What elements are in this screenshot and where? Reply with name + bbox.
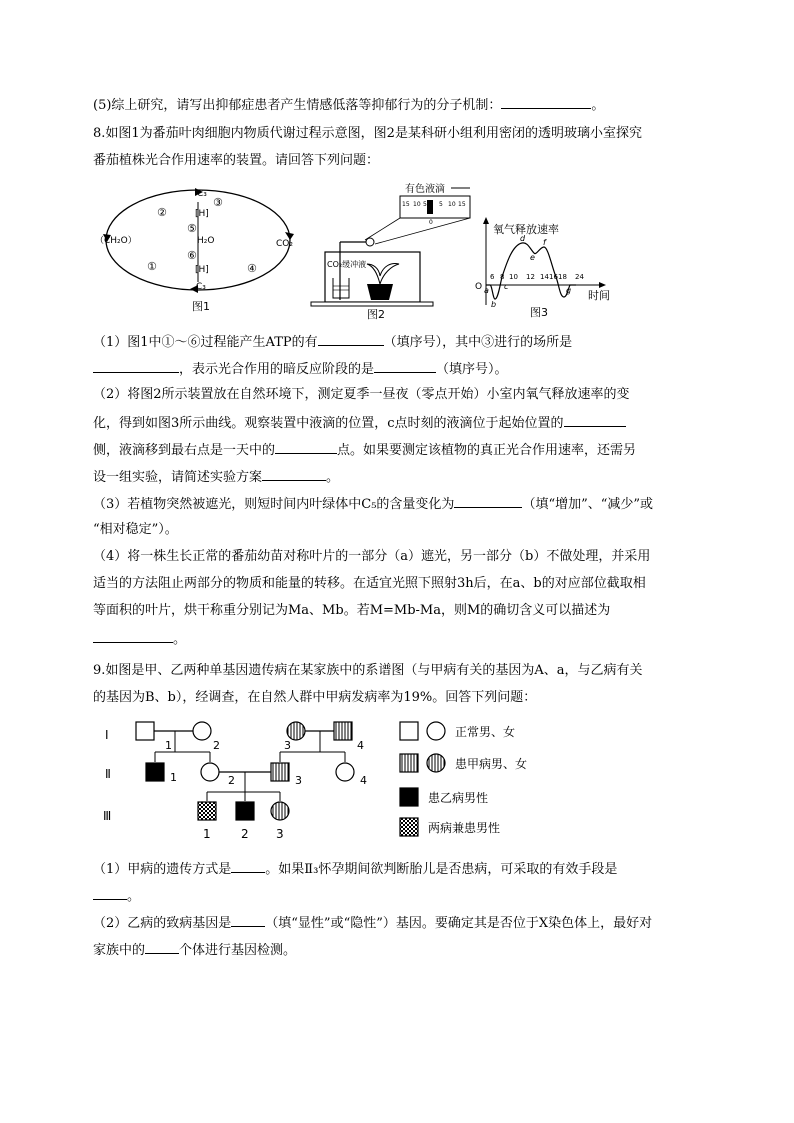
- q8-sub4-line3: 等面积的叶片，烘干称重分别记为Ma、Mb。若M=Mb-Ma，则M的确切含义可以描述为: [93, 603, 611, 618]
- q9-stem-line2: 的基因为B、b），经调查，在自然人群中甲病发病率为19%。回答下列问题：: [93, 690, 537, 705]
- fig3-ylabel: 氧气释放速率: [493, 223, 559, 236]
- III3-affected-female-a: [271, 802, 289, 820]
- fig1-ch2o: （CH₂O）: [95, 236, 137, 246]
- II4-normal-female: [336, 763, 354, 781]
- II3-affected-male-a: [271, 763, 289, 781]
- III3-id: 3: [276, 827, 284, 841]
- answer-blank: [564, 414, 626, 427]
- q9-sub1-text-b: 。如果Ⅱ₃怀孕期间欲判断胎儿是否患病，可采取的有效手段是: [265, 862, 618, 877]
- fig1-n5: ⑤: [187, 222, 197, 235]
- q8-sub4-line4: [93, 630, 186, 648]
- q8-sub2-line2: [93, 414, 626, 432]
- q9-stem-line1: 9.如图是甲、乙两种单基因遗传病在某家族中的系谱图（与甲病有关的基因为A、a，与乙病有关: [93, 663, 643, 678]
- I4-affected-male-a: [334, 722, 352, 740]
- q8-sub1-text-b: （填序号），其中③进行的场所是: [383, 335, 573, 350]
- q8-sub2-text-a: 化，得到如图3所示曲线。观察装置中液滴的位置，c点时刻的液滴位于起始位置的: [93, 416, 564, 431]
- II3-id: 3: [295, 774, 302, 787]
- fig1-n4: ④: [247, 262, 257, 275]
- fig3-point-e: e: [530, 253, 535, 262]
- fig2-buffer-label: CO₂缓冲液: [327, 260, 367, 269]
- fig2-scale-6: 10: [448, 201, 456, 208]
- answer-blank: [275, 441, 337, 454]
- III2-affected-male-b: [236, 802, 254, 820]
- q8-sub3-text-a: （3）若植物突然被遮光，则短时间内叶绿体中C₅的含量变化为: [93, 497, 455, 512]
- q9-sub1-line2: [93, 887, 140, 905]
- figure-3-o2-curve: [468, 215, 618, 320]
- III2-id: 2: [241, 827, 249, 841]
- q8-sub2-line4: [93, 468, 339, 486]
- q9-sub2-line2: [93, 941, 296, 959]
- fig3-tick-12: 12: [526, 273, 535, 281]
- answer-blank: [231, 860, 265, 873]
- q8-sub3-line1: [93, 495, 653, 513]
- q9-sub1-line1: [93, 860, 617, 878]
- answer-blank: [93, 630, 173, 643]
- fig3-tick-10: 10: [509, 273, 518, 281]
- fig2-scale-5: 5: [439, 201, 443, 208]
- answer-blank: [93, 887, 127, 900]
- q9-sub2-line1: [93, 914, 652, 932]
- fig1-n3: ③: [213, 196, 223, 209]
- answer-blank: [231, 914, 265, 927]
- q9-sub1-text-a: （1）甲病的遗传方式是: [93, 862, 232, 877]
- legend-b-label: 患乙病男性: [428, 791, 489, 805]
- answer-blank: [374, 360, 436, 373]
- I2-normal-female: [193, 722, 211, 740]
- q9-sub2-text-b: （填“显性”或“隐性”）基因。要确定其是否位于X染色体上，最好对: [265, 916, 653, 931]
- fig2-droplet-label: 有色液滴: [405, 184, 445, 195]
- legend-normal-female-icon: [427, 722, 445, 740]
- fig1-n2: ②: [157, 206, 167, 219]
- II4-id: 4: [360, 774, 367, 787]
- q8-sub2-line1: （2）将图2所示装置放在自然环境下，测定夏季一昼夜（零点开始）小室内氧气释放速率的变: [93, 387, 630, 402]
- II1-affected-male-b: [146, 763, 164, 781]
- fig3-point-d: d: [520, 234, 526, 243]
- fig1-n6: ⑥: [187, 249, 197, 262]
- answer-blank: [262, 468, 326, 481]
- q7-sub5-line: [93, 96, 604, 114]
- fig1-c3-top: C₃: [197, 189, 207, 199]
- fig2-scale-1: 15: [402, 201, 410, 208]
- q9-sub2-text-c: 家族中的: [93, 943, 146, 958]
- q8-sub1-text-a: （1）图1中①～⑥过程能产生ATP的有: [93, 335, 318, 350]
- fig3-point-b: b: [491, 300, 497, 309]
- fig2-caption: 图2: [367, 308, 385, 320]
- q7-sub5-suffix: 。: [591, 98, 605, 113]
- fig3-tick-8: 8: [500, 273, 505, 281]
- q8-sub2-text-d: 设一组实验，请简述实验方案: [93, 470, 263, 485]
- fig3-tick-24: 24: [575, 273, 584, 281]
- II1-id: 1: [170, 771, 177, 784]
- figure-2-apparatus: [305, 180, 475, 320]
- fig1-h-top: [H]: [195, 209, 209, 219]
- fig1-co2: CO₂: [276, 239, 293, 249]
- q8-sub1-text-c: ，表示光合作用的暗反应阶段的是: [179, 362, 375, 377]
- q8-sub2-text-c: 点。如果要测定该植物的真正光合作用速率，还需另: [337, 443, 637, 458]
- legend-normal-male-icon: [400, 722, 418, 740]
- answer-blank: [318, 333, 384, 346]
- I3-affected-female-a: [287, 722, 305, 740]
- legend-a-female-icon: [427, 754, 445, 772]
- I1-id: 1: [165, 739, 172, 752]
- III1-id: 1: [203, 827, 211, 841]
- gen-label-1: Ⅰ: [105, 728, 109, 742]
- II2-id: 2: [228, 774, 235, 787]
- fig1-c3-bottom: C₃: [196, 282, 206, 292]
- I2-id: 2: [213, 739, 220, 752]
- q8-sub4-line2: 适当的方法阻止两部分的物质和能量的转移。在适宜光照下照射3h后，在a、b的对应部位截取相: [93, 576, 646, 591]
- III1-both-diseases-male: [198, 802, 216, 820]
- legend-normal-label: 正常男、女: [455, 725, 516, 739]
- answer-blank: [145, 941, 179, 954]
- fig3-tick-6: 6: [490, 273, 495, 281]
- fig3-point-g: g: [566, 286, 572, 295]
- legend-b-male-icon: [400, 788, 418, 806]
- fig3-caption: 图3: [530, 306, 548, 319]
- I3-id: 3: [284, 739, 291, 752]
- q8-sub2-text-e: 。: [326, 470, 340, 485]
- fig2-scale-4: 0: [429, 219, 433, 226]
- q8-sub1-line1: [93, 333, 572, 351]
- q8-sub4-suffix: 。: [173, 632, 187, 647]
- I1-normal-male: [136, 722, 154, 740]
- q8-stem-line1: 8.如图1为番茄叶肉细胞内物质代谢过程示意图，图2是某科研小组利用密闭的透明玻璃小室探究: [93, 126, 642, 141]
- answer-blank: [501, 96, 591, 109]
- q9-sub2-text-d: 个体进行基因检测。: [179, 943, 297, 958]
- legend-a-male-icon: [400, 754, 418, 772]
- fig3-tick-18: 18: [558, 273, 567, 281]
- q8-sub3-line2: “相对稳定”）。: [93, 522, 178, 537]
- fig1-n1: ①: [147, 260, 157, 273]
- q8-sub4-line1: （4）将一株生长正常的番茄幼苗对称叶片的一部分（a）遮光，另一部分（b）不做处理，并采用: [93, 549, 651, 564]
- fig1-caption: 图1: [192, 300, 210, 313]
- fig1-h-bottom: [H]: [195, 265, 209, 275]
- fig3-tick-14: 14: [540, 273, 549, 281]
- legend-a-label: 患甲病男、女: [455, 757, 528, 771]
- q8-sub1-text-d: （填序号）。: [436, 362, 508, 377]
- fig1-h2o: H₂O: [197, 236, 215, 246]
- q9-sub2-text-a: （2）乙病的致病基因是: [93, 916, 232, 931]
- fig3-xlabel: 时间: [588, 289, 610, 302]
- II2-normal-female: [201, 763, 219, 781]
- q8-sub1-line2: [93, 360, 508, 378]
- legend-ab-label: 两病兼患男性: [428, 821, 501, 835]
- fig2-scale-3: 5: [423, 201, 427, 208]
- fig3-origin: O: [475, 282, 483, 292]
- pedigree-chart: [95, 712, 565, 847]
- figure-1-metabolism-diagram: [95, 182, 305, 317]
- fig2-scale-7: 15: [458, 201, 466, 208]
- gen-label-3: Ⅲ: [103, 809, 112, 823]
- fig3-tick-16: 16: [549, 273, 558, 281]
- fig3-point-c: c: [504, 282, 509, 291]
- q8-sub3-text-b: （填“增加”、“减少”或: [522, 497, 654, 512]
- fig2-scale-2: 10: [413, 201, 421, 208]
- fig3-point-a: a: [484, 286, 489, 295]
- q9-sub1-suffix: 。: [127, 889, 141, 904]
- q8-sub2-text-b: 侧，液滴移到最右点是一天中的: [93, 443, 276, 458]
- fig3-point-f: f: [543, 238, 546, 247]
- gen-label-2: Ⅱ: [105, 767, 111, 781]
- I4-id: 4: [357, 739, 364, 752]
- answer-blank: [93, 360, 179, 373]
- legend-ab-male-icon: [400, 818, 418, 836]
- q7-sub5-text: (5)综上研究，请写出抑郁症患者产生情感低落等抑郁行为的分子机制：: [93, 98, 502, 113]
- q8-stem-line2: 番茄植株光合作用速率的装置。请回答下列问题：: [93, 153, 380, 168]
- q8-sub2-line3: [93, 441, 636, 459]
- answer-blank: [454, 495, 522, 508]
